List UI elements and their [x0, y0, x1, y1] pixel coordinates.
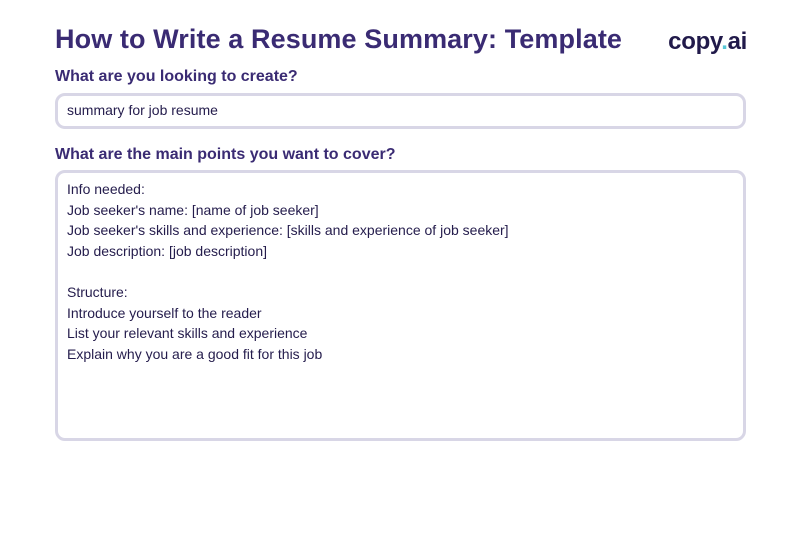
points-line: Info needed:	[67, 181, 145, 197]
points-line: Job seeker's skills and experience: [skills and experience of job seeker]	[67, 222, 509, 239]
points-line: Structure:	[67, 283, 128, 300]
points-field-label: What are the main points you want to cover?	[55, 146, 396, 163]
page-title: How to Write a Resume Summary: Template	[55, 24, 623, 54]
points-text	[67, 179, 509, 364]
create-field-label: What are you looking to create?	[55, 68, 298, 85]
points-line	[67, 261, 509, 282]
logo-text-suffix: ai	[727, 28, 747, 55]
logo-text-main: copy	[668, 28, 722, 55]
points-line: Job seeker's name: [name of job seeker]	[67, 201, 319, 218]
points-line: List your relevant skills and experience	[67, 325, 308, 342]
points-line: Introduce yourself to the reader	[67, 304, 262, 321]
copyai-logo	[668, 28, 747, 56]
create-input-value: summary for job resume	[67, 102, 218, 118]
create-input[interactable]	[55, 93, 746, 129]
points-line: Job description: [job description]	[67, 242, 267, 259]
points-textarea[interactable]	[55, 170, 746, 441]
points-line: Explain why you are a good fit for this job	[67, 345, 323, 362]
logo-dot: .	[721, 28, 728, 55]
